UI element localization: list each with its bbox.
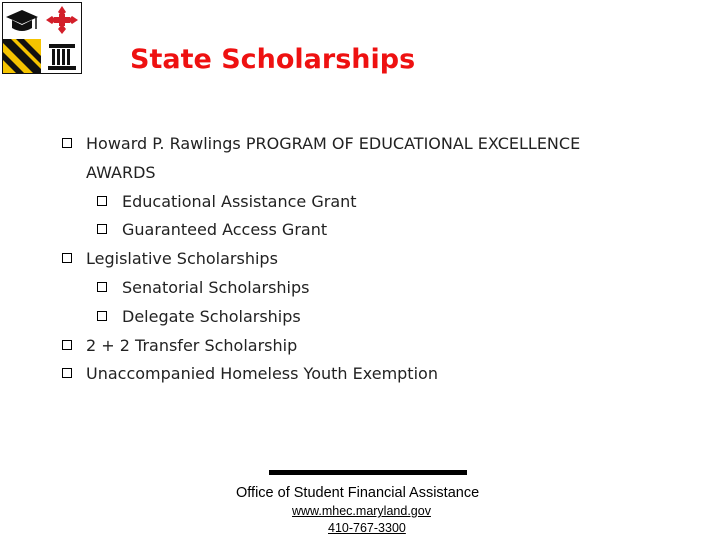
checkbox-bullet-icon [62,253,72,263]
list-item-text: Howard P. Rawlings PROGRAM OF EDUCATIONAL EXCELLENCE [86,134,581,153]
list-item [62,360,662,389]
list-item-text: Delegate Scholarships [122,306,301,326]
graduation-cap-icon [3,3,41,37]
checkbox-bullet-icon [97,224,107,234]
crossland-flag-quadrant [43,3,81,37]
list-item-text: 2 + 2 Transfer Scholarship [86,335,298,355]
calvert-flag-quadrant [3,39,41,73]
column-icon [43,39,81,73]
page-title: State Scholarships [130,44,416,75]
list-subitem [62,303,662,332]
list-item [62,245,662,274]
list-item-text: AWARDS [86,162,156,182]
checkbox-bullet-icon [62,340,72,350]
checkbox-bullet-icon [97,282,107,292]
list-subitem [62,216,662,245]
list-item-text: Senatorial Scholarships [122,277,310,297]
checkbox-bullet-icon [97,311,107,321]
list-item [62,332,662,361]
website-link[interactable]: www.mhec.maryland.gov [292,504,431,518]
checkbox-bullet-icon [62,368,72,378]
list-item-continuation [62,159,662,188]
list-item-text: Unaccompanied Homeless Youth Exemption [86,364,438,384]
list-subitem [62,188,662,217]
footer-office-name: Office of Student Financial Assistance [236,485,480,501]
list-item-text: Legislative Scholarships [86,249,278,269]
phone-link[interactable]: 410-767-3300 [328,521,406,535]
list-item-text: Educational Assistance Grant [122,191,357,211]
list-item-text: Guaranteed Access Grant [122,220,328,240]
scholarship-list [62,130,662,389]
checkbox-bullet-icon [62,138,72,148]
checkbox-bullet-icon [97,196,107,206]
footer-divider [269,470,467,475]
list-subitem [62,274,662,303]
maryland-mhec-logo [2,2,82,74]
list-item [62,130,662,159]
